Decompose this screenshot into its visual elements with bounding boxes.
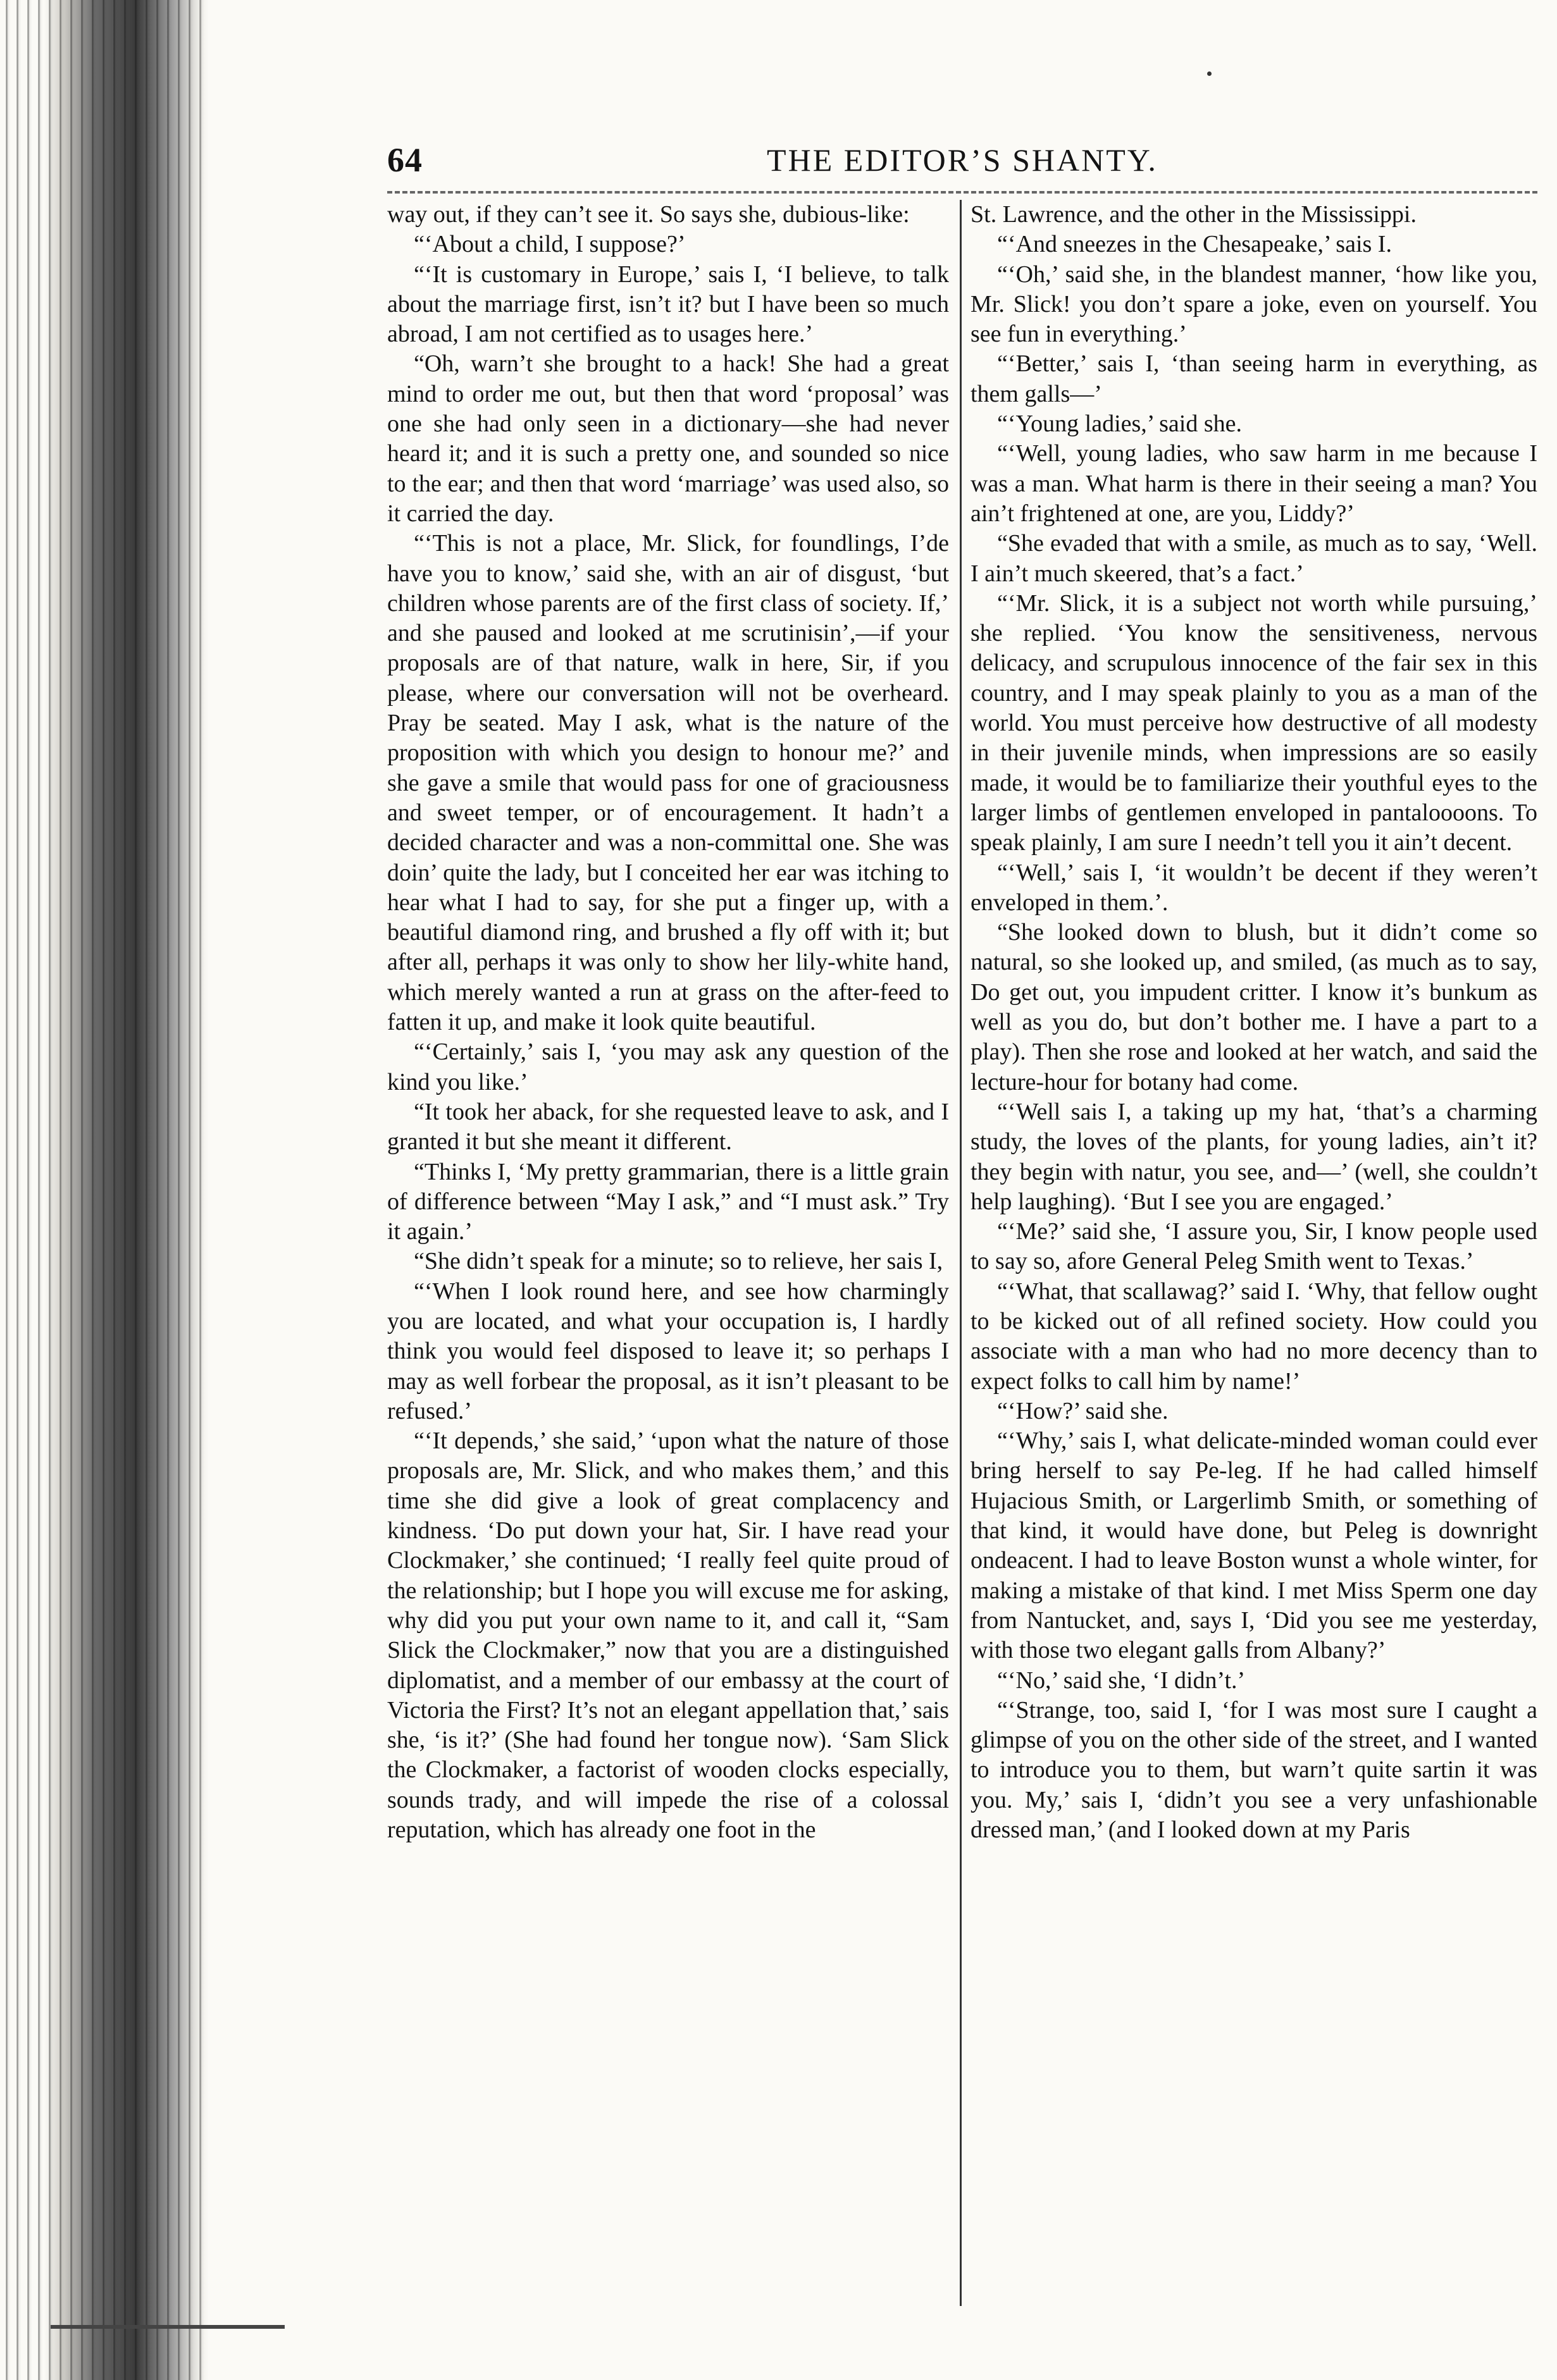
paragraph: “‘And sneezes in the Chesapeake,’ sais I. xyxy=(997,231,1392,258)
paragraph: “‘When I look round here, and see how charmingly you are located, and what your occupation is, I hardly think you would feel disposed to leave it; so perhaps I may as well forbear the proposal, as it isn’t pleasant to be refused.’ xyxy=(387,1278,949,1424)
header-rule xyxy=(387,191,1537,194)
column-divider xyxy=(960,200,962,2306)
paragraph: “She looked down to blush, but it didn’t come so natural, so she looked up, and smiled, (as much as to say, Do get out, you impudent critter. I know it’s bunkum as well as you do, but don’t bother me. I have a part to a play). Then she rose and looked at her watch, and said the lecture-hour for botany had come. xyxy=(971,919,1537,1095)
page-header xyxy=(387,140,1537,185)
paragraph: “She evaded that with a smile, as much as to say, ‘Well. I ain’t much skeered, that’s a fact.’ xyxy=(971,530,1537,587)
paragraph: “Thinks I, ‘My pretty grammarian, there is a little grain of difference between “May I ask,” and “I must ask.” Try it again.’ xyxy=(387,1158,949,1245)
paragraph: “‘It depends,’ she said,’ ‘upon what the nature of those proposals are, Mr. Slick, and who makes them,’ and this time she did give a look of great complacency and kindness. ‘Do put down your hat, Sir. I have read your Clockmaker,’ she continued; ‘I really feel quite proud of the relationship; but I hope you will excuse me for asking, why did you put your own name to it, and call it, “Sam Slick the Clockmaker,” now that you are a distinguished diplomatist, and a member of our embassy at the court of Victoria the First? It’s not an elegant appellation that,’ sais she, ‘is it?’ (She had found her tongue now). ‘Sam Slick the Clockmaker, a factorist of wooden clocks especially, sounds trady, and will impede the rise of a colossal reputation, which has already one foot in the xyxy=(387,1427,949,1844)
paragraph: “‘This is not a place, Mr. Slick, for foundlings, I’de have you to know,’ said she, with an air of disgust, ‘but children whose parents are of the first class of society. If,’ and she paused and looked at me scrutinisin’,—if your proposals are of that nature, walk in here, Sir, if you please, where our conversation will not be overheard. Pray be seated. May I ask, what is the nature of the proposition with which you design to honour me?’ and she gave a smile that would pass for one of graciousness and sweet temper, or of encouragement. It hadn’t a decided character and was a non-committal one. She was doin’ quite the lady, but I conceited her ear was itching to hear what I had to say, for she put a finger up, with a beautiful diamond ring, and brushed a fly off with it; but after all, perhaps it was only to show her lily-white hand, which merely wanted a run at grass on the after-feed to fatten it up, and make it look quite beautiful. xyxy=(387,530,949,1036)
book-binding-shadow xyxy=(0,0,209,2380)
paragraph: “‘Young ladies,’ said she. xyxy=(997,410,1242,438)
left-column xyxy=(387,200,949,2312)
paragraph: “Oh, warn’t she brought to a hack! She had a great mind to order me out, but then that word ‘proposal’ was one she had only seen in a dictionary—she had never heard it; and it is such a pretty one, and sounded so nice to the ear; and then that word ‘marriage’ was used also, so it carried the day. xyxy=(387,350,949,527)
running-title: THE EDITOR’S SHANTY. xyxy=(767,142,1158,178)
paragraph: “‘Me?’ said she, ‘I assure you, Sir, I know people used to say so, afore General Peleg Smith went to Texas.’ xyxy=(971,1218,1537,1275)
ink-speck xyxy=(1207,71,1212,76)
paragraph: “‘About a child, I suppose?’ xyxy=(414,231,686,258)
page-number: 64 xyxy=(387,141,423,179)
paragraph: “‘How?’ said she. xyxy=(997,1397,1169,1424)
right-column xyxy=(971,200,1537,2312)
paragraph: “‘Certainly,’ sais I, ‘you may ask any question of the kind you like.’ xyxy=(387,1039,949,1095)
paragraph: way out, if they can’t see it. So says she, dubious-like: xyxy=(387,201,910,228)
paragraph: “‘Oh,’ said she, in the blandest manner, ‘how like you, Mr. Slick! you don’t spare a joke, even on yourself. You see fun in everything.’ xyxy=(971,261,1537,348)
paragraph: “‘Mr. Slick, it is a subject not worth while pursuing,’ she replied. ‘You know the sensitiveness, nervous delicacy, and scrupulous innocence of the fair sex in this country, and I may speak plainly to you as a man of the world. You must perceive how destructive of all modesty in their juvenile minds, when impressions are so easily made, it would be to familiarize their youthful eyes to the larger limbs of gentlemen enveloped in pantaloooons. To speak plainly, I am sure I needn’t tell you it ain’t decent. xyxy=(971,589,1537,856)
paragraph: “‘No,’ said she, ‘I didn’t.’ xyxy=(997,1667,1246,1694)
bottom-rule xyxy=(51,2325,285,2329)
paragraph: “‘Strange, too, said I, ‘for I was most sure I caught a glimpse of you on the other side of the street, and I wanted to introduce you to them, but warn’t quite sartin it was you. My,’ sais I, ‘didn’t you see a very unfashionable dressed man,’ (and I looked down at my Paris xyxy=(971,1696,1537,1844)
paragraph: “‘Well sais I, a taking up my hat, ‘that’s a charming study, the loves of the plants, for young ladies, ain’t it? they begin with natur, you see, and—’ (well, she couldn’t help laughing). ‘But I see you are engaged.’ xyxy=(971,1098,1537,1215)
paragraph: “‘Well,’ sais I, ‘it wouldn’t be decent if they weren’t enveloped in them.’. xyxy=(971,859,1537,916)
paragraph: “It took her aback, for she requested leave to ask, and I granted it but she meant it different. xyxy=(387,1098,949,1156)
paragraph: “‘Why,’ sais I, what delicate-minded woman could ever bring herself to say Pe-leg. If he had called himself Hujacious Smith, or Largerlimb Smith, or something of that kind, it would have done, but Peleg is downright ondeacent. I had to leave Boston wunst a whole winter, for making a mistake of that kind. I met Miss Sperm one day from Nantucket, and, says I, ‘Did you see me yesterday, with those two elegant galls from Albany?’ xyxy=(971,1427,1537,1664)
paragraph: “‘Well, young ladies, who saw harm in me because I was a man. What harm is there in their seeing a man? You ain’t frightened at one, are you, Liddy?’ xyxy=(971,440,1537,527)
paragraph: “‘It is customary in Europe,’ sais I, ‘I believe, to talk about the marriage first, isn’t it? but I have been so much abroad, I am not certified as to usages here.’ xyxy=(387,261,949,348)
paragraph: St. Lawrence, and the other in the Mississippi. xyxy=(971,201,1417,228)
paragraph: “‘Better,’ sais I, ‘than seeing harm in everything, as them galls—’ xyxy=(971,350,1537,407)
paragraph: “‘What, that scallawag?’ said I. ‘Why, that fellow ought to be kicked out of all refined society. How could you associate with a man who had no more decency than to expect folks to call him by name!’ xyxy=(971,1278,1537,1395)
paragraph: “She didn’t speak for a minute; so to relieve, her sais I, xyxy=(414,1248,943,1275)
